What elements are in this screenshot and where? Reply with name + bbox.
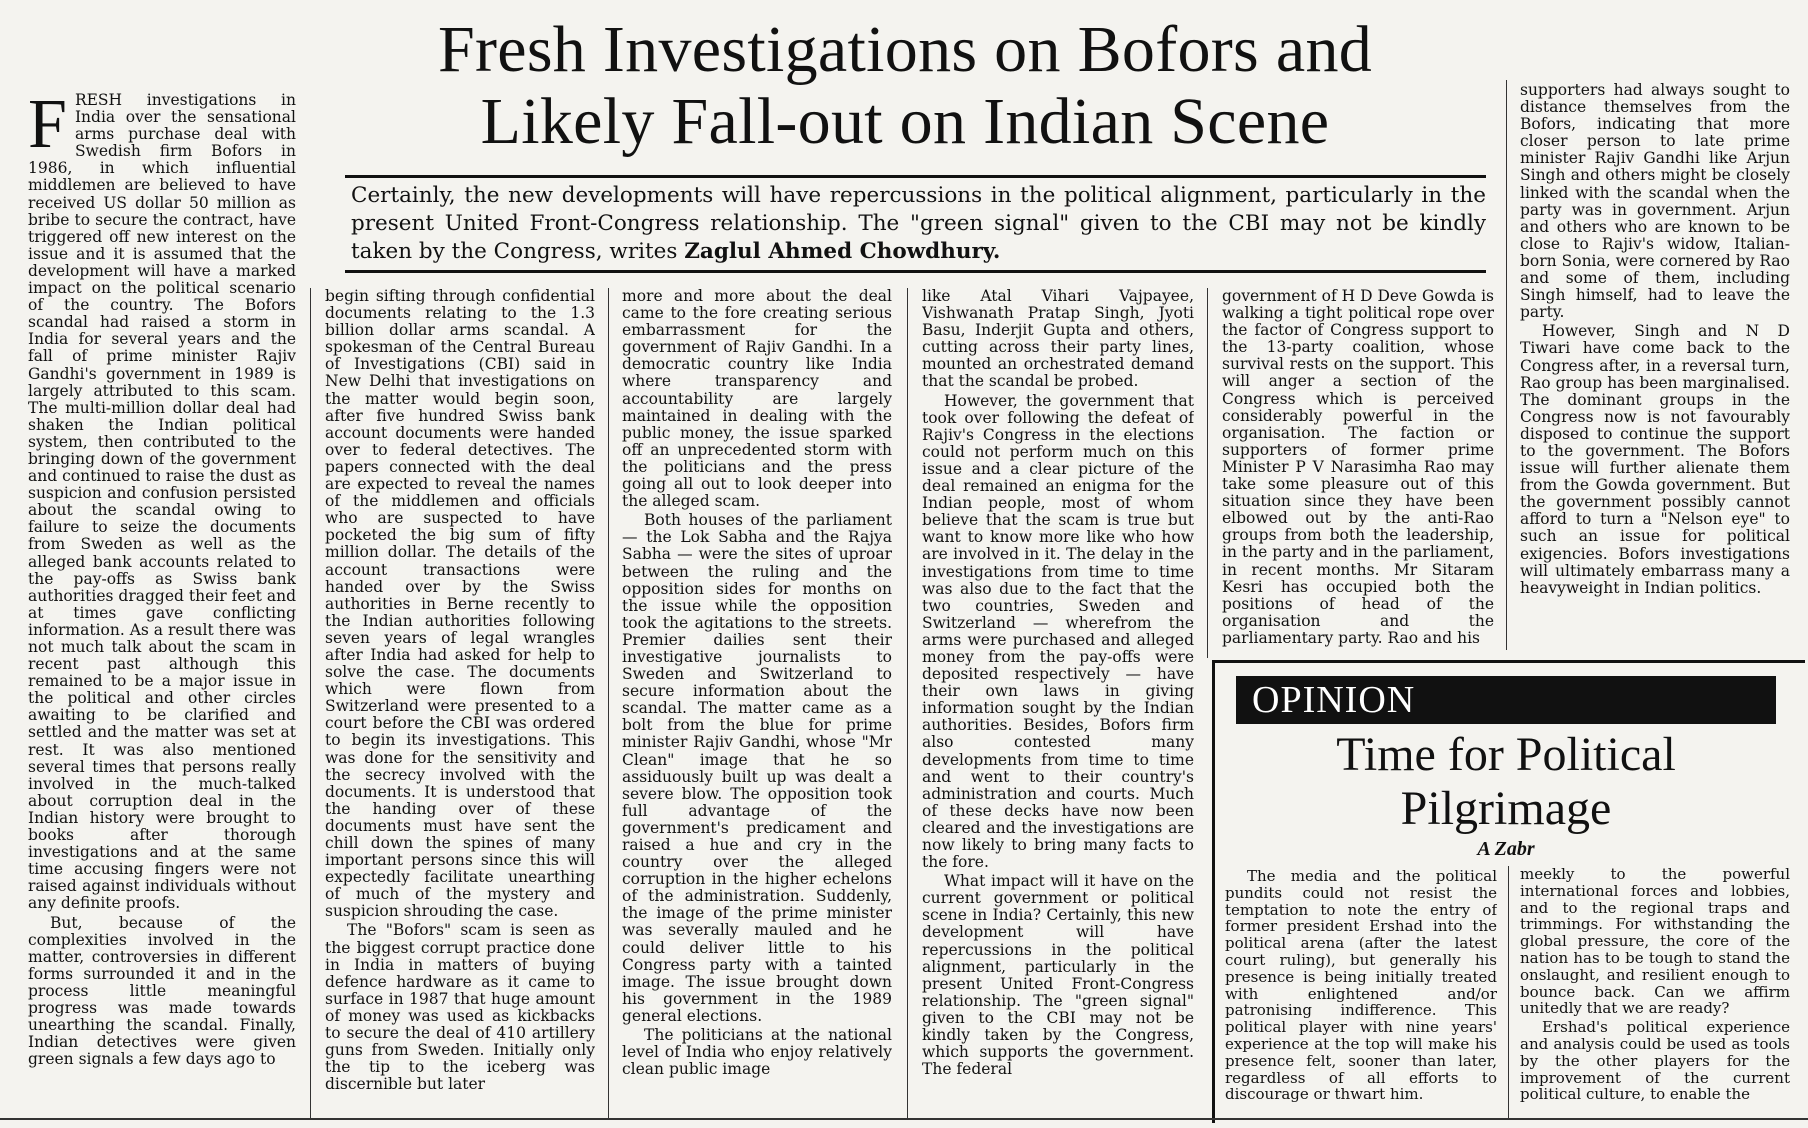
article-headline	[330, 14, 1480, 158]
paragraph: But, because of the complexities involved in the matter, controversies in different forms surrounded it and in the process little meaningful progress was made towards unearthing the scandal. Finally, Indian detectives were given green signals a few days ago to	[28, 913, 296, 1069]
paragraph: meekly to the powerful international forces and lobbies, and to the regional traps and trimmings. For withstanding the global pressure, the core of the nation has to be tough to stand the onslaught, and resilient enough to bounce back. Can we affirm unitedly that we are ready?	[1520, 866, 1790, 1018]
paragraph: like Atal Vihari Vajpayee, Vishwanath Pratap Singh, Jyoti Basu, Inderjit Gupta and others, cutting across their party lines, mounted an orchestrated demand that the scandal be probed.	[922, 288, 1194, 391]
paragraph: The politicians at the national level of India who enjoy relatively clean public image	[622, 1026, 892, 1079]
paragraph: FRESH investigations in India over the sensational arms purchase deal with Swedish firm Bofors in 1986, in which influential middlemen are believed to have received US dollar 50 million as bribe to secure the contract, have triggered off new interest on the issue and it is assumed that the development will have a marked impact on the political scenario of the country. The Bofors scandal had raised a storm in India for several years and the fall of prime minister Rajiv Gandhi's government in 1989 is largely attributed to this scam. The multi-million dollar deal had shaken the Indian political system, then contributed to the bringing down of the government and continued to raise the dust as suspicion and confusion persisted about the scandal owing to failure to seize the documents from Sweden as well as the alleged bank accounts related to the pay-offs as Swiss bank authorities dragged their feet and at times gave conflicting information. As a result there was not much talk about the scam in recent past although this remained to be a major issue in the political and other circles awaiting to be clarified and settled and the matter was set at rest. It was also mentioned several times that persons really involved in the much-talked about corruption deal in the Indian history were brought to books after thorough investigations and at the same time accusing fingers were not raised against individuals without any definite proofs.	[28, 92, 296, 913]
paragraph: However, Singh and N D Tiwari have come back to the Congress after, in a reversal turn, Rao group has been marginalised. The dominant groups in the Congress now is not favourably disposed to continue the support to the government. The Bofors issue will further alienate them from the Gowda government. But the government possibly cannot afford to turn a "Nelson eye" to such an issue for political exigencies. Bofors investigations will ultimately embarrass many a heavyweight in Indian politics.	[1520, 322, 1790, 597]
paragraph: Both houses of the parliament — the Lok Sabha and the Rajya Sabha — were the sites of uproar between the ruling and the opposition sides for months on the issue while the opposition took the agitations to the streets. Premier dailies sent their investigative journalists to Sweden and Switzerland to secure information about the scandal. The matter came as a bolt from the blue for prime minister Rajiv Gandhi, whose "Mr Clean" image that he so assiduously built up was dealt a severe blow. The opposition took full advantage of the government's predicament and raised a hue and cry in the country over the alleged corruption in the higher echelons of the administration. Suddenly, the image of the prime minister was severally mauled and he could deliver little to his Congress party with a tainted image. The issue brought down his government in the 1989 general elections.	[622, 511, 892, 1025]
opinion-column-1	[1225, 868, 1497, 1124]
article-column-6	[1520, 82, 1790, 648]
headline-line-2: Likely Fall-out on Indian Scene	[480, 85, 1330, 158]
paragraph: Ershad's political experience and analysis could be used as tools by the other players for the improvement of the current political culture, to enable the	[1520, 1018, 1790, 1104]
opinion-title-line-1: Time for Political	[1336, 728, 1676, 781]
opinion-label: OPINION	[1252, 679, 1416, 721]
article-column-2	[325, 288, 595, 1113]
column-divider	[608, 288, 609, 1118]
column-divider	[1207, 288, 1208, 658]
article-column-3	[622, 288, 892, 1113]
paragraph: The media and the political pundits could not resist the temptation to note the entry of former president Ershad into the political arena (after the latest court ruling), but generally his presence is being initially treated with enlightened and/or patronising indifference. This political player with nine years' experience at the top will make his presence felt, sooner than later, regardless of all efforts to discourage or thwart him.	[1225, 868, 1497, 1104]
paragraph: supporters had always sought to distance themselves from the Bofors, indicating that more closer person to late prime minister Rajiv Gandhi like Arjun Singh and others might be closely linked with the scandal when the party was in government. Arjun and others who are known to be close to Rajiv's widow, Italian-born Sonia, were cornered by Rao and some of them, including Singh himself, had to leave the party.	[1520, 82, 1790, 322]
headline-line-1: Fresh Investigations on Bofors and	[437, 13, 1373, 86]
page-bottom-rule	[0, 1118, 1808, 1120]
paragraph: However, the government that took over following the defeat of Rajiv's Congress in the elections could not perform much on this issue and a clear picture of the deal remained an enigma for the Indian people, most of whom believe that the scam is true but want to know more like who how are involved in it. The delay in the investigations from time to time was also due to the fact that the two countries, Sweden and Switzerland — wherefrom the arms were purchased and alleged money from the pay-offs were deposited respectively — have their own laws in giving information sought by the Indian authorities. Besides, Bofors firm also contested many developments from time to time and went to their country's administration and courts. Much of these decks have now been cleared and the investigations are now likely to bring many facts to the fore.	[922, 391, 1194, 872]
column-divider	[310, 288, 311, 1118]
opinion-column-2	[1520, 866, 1790, 1124]
drop-cap: F	[28, 92, 67, 163]
opinion-title-line-2: Pilgrimage	[1400, 782, 1612, 835]
column-divider	[1506, 80, 1507, 650]
paragraph: more and more about the deal came to the fore creating serious embarrassment for the government of Rajiv Gandhi. In a democratic country like India where transparency and accountability are largely maintained in dealing with the public money, the issue sparked off an unprecedented storm with the politicians and the press going all out to look deeper into the alleged scam.	[622, 288, 892, 511]
column-divider	[1508, 866, 1509, 1118]
paragraph: The "Bofors" scam is seen as the biggest corrupt practice done in India in matters of buying defence hardware as it came to surface in 1987 that huge amount of money was used as kickbacks to secure the deal of 410 artillery guns from Sweden. Initially only the tip to the iceberg was discernible but later	[325, 921, 595, 1094]
column-divider	[907, 288, 908, 1118]
article-column-4	[922, 288, 1194, 1113]
paragraph: What impact will it have on the current government or political scene in India? Certainly, this new development will have repercussions in the political alignment, particularly in the present United Front-Congress relationship. The "green signal" given to the CBI may not be kindly taken by the Congress, which supports the government. The federal	[922, 872, 1194, 1079]
byline: Zaglul Ahmed Chowdhury.	[684, 239, 1001, 264]
paragraph: begin sifting through confidential documents relating to the 1.3 billion dollar arms scandal. A spokesman of the Central Bureau of Investigations (CBI) said in New Delhi that investigations on the matter would begin soon, after five hundred Swiss bank account documents were handed over to federal detectives. The papers connected with the deal are expected to reveal the names of the middlemen and officials who are suspected to have pocketed the big sum of fifty million dollar. The details of the account transactions were handed over by the Swiss authorities in Berne recently to the Indian authorities following seven years of legal wrangles after India had asked for help to solve the case. The documents which were flown from Switzerland were presented to a court before the CBI was ordered to begin its investigations. This was done for the sensitivity and the secrecy involved with the documents. It is understood that the handing over of these documents must have sent the chill down the spines of many important persons since this will expectedly facilitate unearthing of much of the mystery and suspicion shrouding the case.	[325, 288, 595, 921]
opinion-title	[1236, 728, 1776, 836]
standfirst-text: Certainly, the new developments will have repercussions in the political alignment, particularly in the present United Front-Congress relationship. The "green signal" given to the CBI may not be kindly taken by the Congress, writes	[351, 183, 1486, 264]
article-column-1	[28, 92, 296, 1112]
article-standfirst	[345, 175, 1486, 273]
opinion-author: A Zabr	[1477, 838, 1535, 860]
paragraph: government of H D Deve Gowda is walking a tight political rope over the factor of Congress support to the 13-party coalition, whose survival rests on the support. This will anger a section of the Congress which is perceived considerably powerful in the organisation. The faction or supporters of former prime Minister P V Narasimha Rao may take some pleasure out of this situation since they have been elbowed out by the anti-Rao groups from both the leadership, in the party and in the parliament, in recent months. Mr Sitaram Kesri has occupied both the positions of head of the organisation and the parliamentary party. Rao and his	[1222, 288, 1494, 647]
article-column-5	[1222, 288, 1494, 648]
